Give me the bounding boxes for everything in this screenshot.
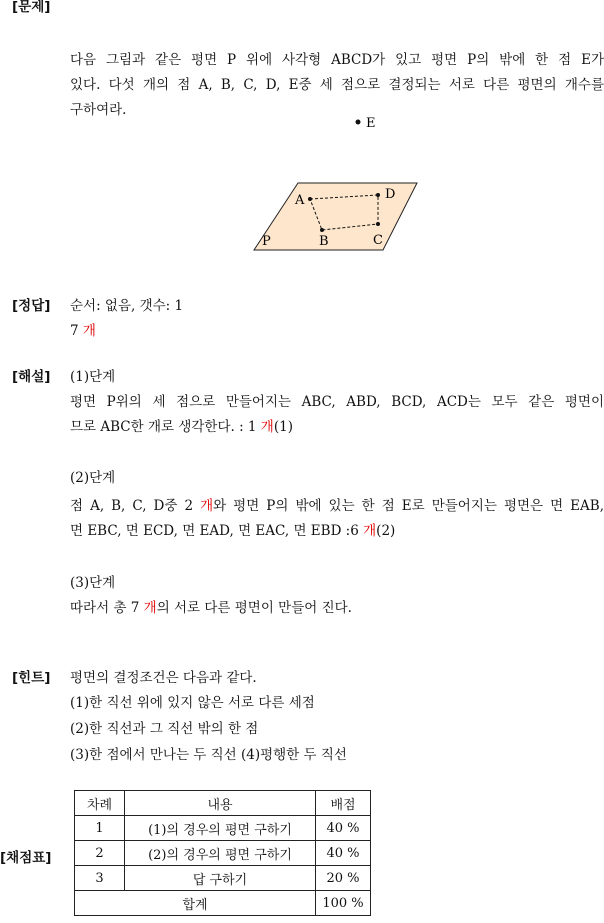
header-cell: 차례 <box>75 791 125 816</box>
vertex-b <box>320 228 324 232</box>
hint-line: (2)한 직선과 그 직선 밖의 한 점 <box>70 721 259 737</box>
scoring-label: [채점표] <box>0 850 52 866</box>
answer-count-number: 7 <box>70 323 83 339</box>
step1-title: (1)단계 <box>70 369 116 385</box>
step3-line <box>70 596 352 616</box>
answer-line: 순서: 없음, 갯수: 1 <box>70 298 184 314</box>
step1-text: 므로 ABC한 개로 생각한다. : 1 <box>70 419 261 435</box>
vertex-c <box>376 222 380 226</box>
vertex-d <box>376 193 380 197</box>
vertex-b-label: B <box>319 234 329 249</box>
header-cell: 내용 <box>125 791 316 816</box>
step3-unit: 개 <box>143 600 157 616</box>
problem-text-line: 다음 그림과 같은 평면 P 위에 사각형 ABCD가 있고 평면 P의 밖에 한 점 E가 <box>70 52 604 68</box>
step2-title: (2)단계 <box>70 470 116 486</box>
scoring-table <box>74 790 371 916</box>
table-row <box>75 841 371 866</box>
hint-line: (1)한 직선 위에 있지 않은 서로 다른 세점 <box>70 695 315 711</box>
point-e-label: E <box>366 116 376 131</box>
table-cell: 20 % <box>316 866 371 891</box>
step2-text: 와 평면 P의 밖에 있는 한 점 E로 만들어지는 평면은 면 EAB, <box>213 498 604 514</box>
answer-label: [정답] <box>12 298 51 314</box>
plane-p-label: P <box>262 234 271 249</box>
vertex-c-label: C <box>373 233 383 248</box>
table-cell: (1)의 경우의 평면 구하기 <box>125 816 316 841</box>
table-cell: 2 <box>75 841 125 866</box>
vertex-a-label: A <box>295 193 305 208</box>
step2-line <box>70 494 604 514</box>
table-cell: 3 <box>75 866 125 891</box>
answer-count-unit: 개 <box>82 323 96 339</box>
step1-line <box>70 415 293 435</box>
step1-unit: 개 <box>260 419 274 435</box>
point-e <box>356 120 361 125</box>
table-cell: 답 구하기 <box>125 866 316 891</box>
step1-line: 평면 P위의 세 점으로 만들어지는 ABC, ABD, BCD, ACD는 모두 같은 평면이 <box>70 394 604 410</box>
table-row <box>75 816 371 841</box>
header-cell: 배점 <box>316 791 371 816</box>
step2-unit: 개 <box>200 498 214 514</box>
step3-text: 따라서 총 7 <box>70 600 144 616</box>
table-header-row <box>75 791 371 816</box>
step2-line <box>70 519 395 539</box>
step2-ref: (2) <box>376 523 396 539</box>
step1-ref: (1) <box>273 419 293 435</box>
step2-text: 점 A, B, C, D중 2 <box>70 498 201 514</box>
step3-title: (3)단계 <box>70 575 116 591</box>
total-value: 100 % <box>316 891 371 916</box>
problem-text-line: 구하여라. <box>70 102 127 118</box>
explanation-label: [해설] <box>12 369 51 385</box>
plane-figure <box>0 0 604 270</box>
table-cell: (2)의 경우의 평면 구하기 <box>125 841 316 866</box>
vertex-a <box>308 197 312 201</box>
table-total-row <box>75 891 371 916</box>
table-cell: 40 % <box>316 816 371 841</box>
step2-text: 면 EBC, 면 ECD, 면 EAD, 면 EAC, 면 EBD :6 <box>70 523 364 539</box>
table-cell: 40 % <box>316 841 371 866</box>
table-row <box>75 866 371 891</box>
vertex-d-label: D <box>385 187 396 202</box>
hint-line: 평면의 결정조건은 다음과 같다. <box>70 670 257 686</box>
hint-label: [힌트] <box>12 670 51 686</box>
problem-text-line: 있다. 다섯 개의 점 A, B, C, D, E중 세 점으로 결정되는 서로 다른 평면의 개수를 <box>70 77 604 93</box>
total-label: 합계 <box>75 891 316 916</box>
table-cell: 1 <box>75 816 125 841</box>
step2-unit: 개 <box>363 523 377 539</box>
answer-count <box>70 319 96 339</box>
step3-text: 의 서로 다른 평면이 만들어 진다. <box>156 600 352 616</box>
hint-line: (3)한 점에서 만나는 두 직선 (4)평행한 두 직선 <box>70 747 347 763</box>
problem-label: [문제] <box>12 0 51 15</box>
